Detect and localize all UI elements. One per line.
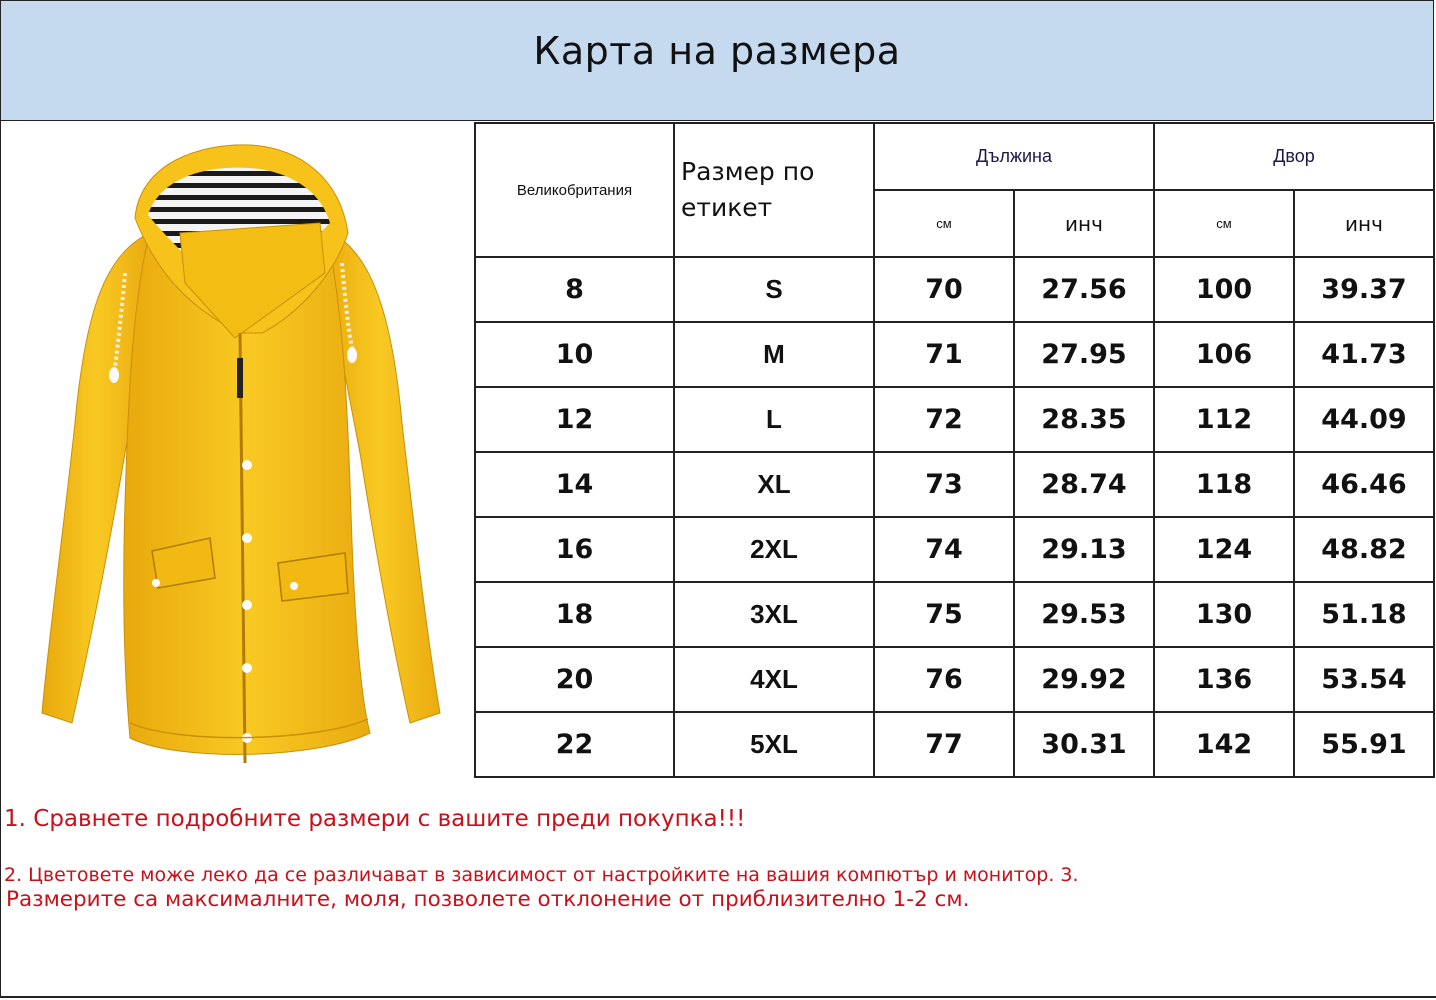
note-colors: 2. Цветовете може леко да се различават в зависимост от настройките на вашия компютър и монитор. 3. bbox=[4, 864, 1079, 886]
cell-uk: 10 bbox=[475, 322, 674, 387]
cell-length-inch: 29.13 bbox=[1014, 517, 1154, 582]
cell-uk: 20 bbox=[475, 647, 674, 712]
cell-size-label: 5XL bbox=[674, 712, 874, 777]
table-row bbox=[475, 517, 1434, 582]
table-row bbox=[475, 452, 1434, 517]
cell-length-inch: 28.35 bbox=[1014, 387, 1154, 452]
cell-uk: 12 bbox=[475, 387, 674, 452]
header-length: Дължина bbox=[874, 123, 1154, 190]
cell-uk: 8 bbox=[475, 257, 674, 322]
header-bust-inch: инч bbox=[1294, 190, 1434, 257]
cell-length-cm: 77 bbox=[874, 712, 1014, 777]
cell-bust-inch: 41.73 bbox=[1294, 322, 1434, 387]
table-row bbox=[475, 322, 1434, 387]
cell-length-inch: 27.56 bbox=[1014, 257, 1154, 322]
cell-bust-cm: 136 bbox=[1154, 647, 1294, 712]
size-table bbox=[474, 122, 1435, 778]
cell-length-inch: 28.74 bbox=[1014, 452, 1154, 517]
cell-length-cm: 71 bbox=[874, 322, 1014, 387]
title-bar bbox=[0, 0, 1434, 121]
page-title: Карта на размера bbox=[533, 29, 901, 73]
header-bust: Двор bbox=[1154, 123, 1434, 190]
cell-size-label: L bbox=[674, 387, 874, 452]
cell-bust-cm: 118 bbox=[1154, 452, 1294, 517]
cell-uk: 18 bbox=[475, 582, 674, 647]
cell-length-cm: 74 bbox=[874, 517, 1014, 582]
cell-size-label: 3XL bbox=[674, 582, 874, 647]
cell-length-cm: 75 bbox=[874, 582, 1014, 647]
cell-length-inch: 29.92 bbox=[1014, 647, 1154, 712]
cell-length-inch: 27.95 bbox=[1014, 322, 1154, 387]
cell-length-cm: 73 bbox=[874, 452, 1014, 517]
note-compare-sizes: 1. Сравнете подробните размери с вашите преди покупка!!! bbox=[4, 806, 746, 832]
table-row bbox=[475, 257, 1434, 322]
cell-length-inch: 29.53 bbox=[1014, 582, 1154, 647]
cell-bust-cm: 106 bbox=[1154, 322, 1294, 387]
header-length-inch: инч bbox=[1014, 190, 1154, 257]
cell-size-label: XL bbox=[674, 452, 874, 517]
cell-bust-inch: 44.09 bbox=[1294, 387, 1434, 452]
cell-size-label: 4XL bbox=[674, 647, 874, 712]
table-row bbox=[475, 712, 1434, 777]
cell-uk: 22 bbox=[475, 712, 674, 777]
header-length-cm: см bbox=[874, 190, 1014, 257]
cell-bust-cm: 100 bbox=[1154, 257, 1294, 322]
cell-bust-cm: 142 bbox=[1154, 712, 1294, 777]
header-size-label-line2: етикет bbox=[681, 193, 773, 222]
header-size-label bbox=[674, 123, 874, 257]
cell-bust-inch: 51.18 bbox=[1294, 582, 1434, 647]
cell-size-label: S bbox=[674, 257, 874, 322]
header-size-label-line1: Размер по bbox=[681, 157, 815, 186]
header-uk: Великобритания bbox=[475, 123, 674, 257]
cell-size-label: M bbox=[674, 322, 874, 387]
header-bust-cm: см bbox=[1154, 190, 1294, 257]
cell-bust-inch: 53.54 bbox=[1294, 647, 1434, 712]
cell-bust-cm: 112 bbox=[1154, 387, 1294, 452]
cell-bust-cm: 124 bbox=[1154, 517, 1294, 582]
cell-bust-inch: 39.37 bbox=[1294, 257, 1434, 322]
table-row bbox=[475, 387, 1434, 452]
jacket-image bbox=[0, 123, 474, 795]
cell-bust-cm: 130 bbox=[1154, 582, 1294, 647]
cell-length-cm: 72 bbox=[874, 387, 1014, 452]
cell-length-cm: 76 bbox=[874, 647, 1014, 712]
cell-uk: 14 bbox=[475, 452, 674, 517]
cell-bust-inch: 46.46 bbox=[1294, 452, 1434, 517]
cell-bust-inch: 48.82 bbox=[1294, 517, 1434, 582]
cell-size-label: 2XL bbox=[674, 517, 874, 582]
cell-uk: 16 bbox=[475, 517, 674, 582]
note-tolerance: Размерите са максималните, моля, позволете отклонение от приблизително 1-2 см. bbox=[6, 887, 970, 912]
cell-length-cm: 70 bbox=[874, 257, 1014, 322]
cell-length-inch: 30.31 bbox=[1014, 712, 1154, 777]
table-row bbox=[475, 647, 1434, 712]
cell-bust-inch: 55.91 bbox=[1294, 712, 1434, 777]
table-row bbox=[475, 582, 1434, 647]
